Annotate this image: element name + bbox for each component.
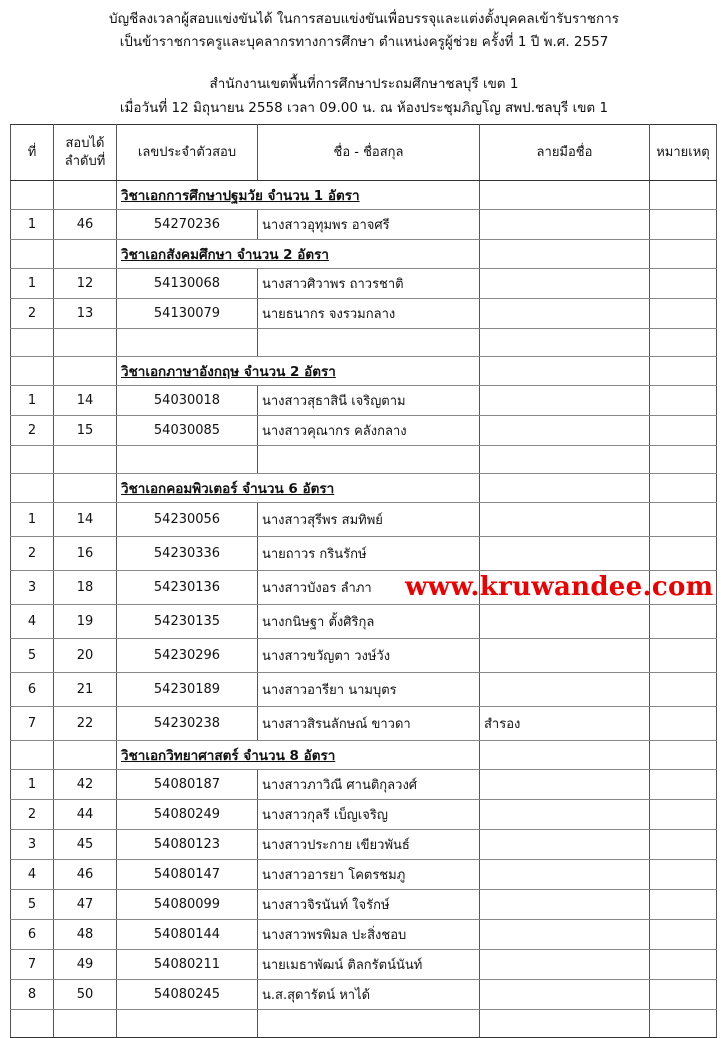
row-exam-id: 54130079	[117, 299, 258, 329]
row-remark	[650, 269, 717, 299]
row-signature	[480, 920, 650, 950]
table-header-row	[11, 125, 717, 181]
row-signature	[480, 299, 650, 329]
row-signature	[480, 386, 650, 416]
empty-cell	[258, 446, 480, 474]
row-remark	[650, 386, 717, 416]
table-row	[11, 890, 717, 920]
empty-cell	[11, 329, 54, 357]
row-remark	[650, 770, 717, 800]
row-remark	[650, 503, 717, 537]
empty-cell	[54, 474, 117, 503]
empty-cell	[117, 329, 258, 357]
empty-cell	[650, 446, 717, 474]
table-row	[11, 830, 717, 860]
row-exam-id: 54080123	[117, 830, 258, 860]
row-number: 1	[11, 386, 54, 416]
row-name: นายเมธาพัฒน์ ติลกรัตน์นันท์	[258, 950, 480, 980]
empty-cell	[480, 446, 650, 474]
empty-cell	[54, 741, 117, 770]
row-name: นายธนากร จงรวมกลาง	[258, 299, 480, 329]
row-name: นางกนิษฐา ตั้งศิริกุล	[258, 605, 480, 639]
row-name: น.ส.สุดารัตน์ หาได้	[258, 980, 480, 1010]
section-header-row	[11, 357, 717, 386]
header-line-3: สำนักงานเขตพื้นที่การศึกษาประถมศึกษาชลบุรี เขต 1	[209, 76, 519, 92]
row-rank: 12	[54, 269, 117, 299]
empty-cell	[54, 446, 117, 474]
empty-cell	[480, 329, 650, 357]
row-rank: 18	[54, 571, 117, 605]
section-header-row	[11, 741, 717, 770]
row-signature	[480, 770, 650, 800]
row-remark	[650, 890, 717, 920]
row-rank: 46	[54, 860, 117, 890]
row-name: นางสาวสุธาสินี เจริญตาม	[258, 386, 480, 416]
spacer-row	[11, 446, 717, 474]
row-signature	[480, 503, 650, 537]
row-number: 2	[11, 800, 54, 830]
empty-cell	[480, 357, 650, 386]
row-remark	[650, 210, 717, 240]
row-name: นางสาวสิรนลักษณ์ ขาวดา	[258, 707, 480, 741]
row-name: นางสาวอุทุมพร อาจศรี	[258, 210, 480, 240]
row-exam-id: 54230238	[117, 707, 258, 741]
watermark-url: www.kruwandee.com	[405, 572, 714, 602]
row-remark	[650, 299, 717, 329]
row-exam-id: 54080147	[117, 860, 258, 890]
row-number: 2	[11, 299, 54, 329]
spacer-row	[11, 1010, 717, 1038]
row-rank: 44	[54, 800, 117, 830]
row-rank: 50	[54, 980, 117, 1010]
table-row	[11, 707, 717, 741]
empty-cell	[258, 329, 480, 357]
row-remark	[650, 673, 717, 707]
row-signature	[480, 210, 650, 240]
table-row	[11, 269, 717, 299]
row-name: นางสาวศิวาพร ถาวรชาติ	[258, 269, 480, 299]
section-title-cell	[117, 474, 480, 503]
section-header-row	[11, 181, 717, 210]
table-row	[11, 210, 717, 240]
row-number: 1	[11, 770, 54, 800]
row-rank: 42	[54, 770, 117, 800]
row-name: นางสาวกุลรี เบ็ญเจริญ	[258, 800, 480, 830]
section-header-row	[11, 474, 717, 503]
table-row	[11, 605, 717, 639]
row-rank: 46	[54, 210, 117, 240]
row-exam-id: 54080144	[117, 920, 258, 950]
row-rank: 22	[54, 707, 117, 741]
empty-cell	[650, 357, 717, 386]
row-name: นางสาวบังอร ลำภา	[258, 571, 480, 605]
empty-cell	[650, 1010, 717, 1038]
col-header-rank	[54, 125, 117, 181]
row-exam-id: 54030085	[117, 416, 258, 446]
empty-cell	[11, 357, 54, 386]
row-name: นางสาวภาวิณี ศานติกุลวงศ์	[258, 770, 480, 800]
section-title: วิชาเอกวิทยาศาสตร์ จำนวน 8 อัตรา	[121, 748, 336, 764]
table-row	[11, 639, 717, 673]
row-exam-id: 54080187	[117, 770, 258, 800]
row-exam-id: 54230296	[117, 639, 258, 673]
row-number: 1	[11, 503, 54, 537]
col-header-remark: หมายเหตุ	[650, 125, 717, 181]
row-signature	[480, 673, 650, 707]
empty-cell	[11, 181, 54, 210]
row-number: 1	[11, 269, 54, 299]
empty-cell	[54, 240, 117, 269]
row-signature	[480, 605, 650, 639]
row-remark	[650, 920, 717, 950]
row-rank: 16	[54, 537, 117, 571]
empty-cell	[11, 240, 54, 269]
empty-cell	[54, 357, 117, 386]
empty-cell	[480, 1010, 650, 1038]
row-signature	[480, 950, 650, 980]
section-title: วิชาเอกคอมพิวเตอร์ จำนวน 6 อัตรา	[121, 481, 335, 497]
empty-cell	[480, 240, 650, 269]
section-title: วิชาเอกการศึกษาปฐมวัย จำนวน 1 อัตรา	[121, 188, 360, 204]
row-number: 8	[11, 980, 54, 1010]
row-rank: 47	[54, 890, 117, 920]
row-rank: 14	[54, 503, 117, 537]
empty-cell	[650, 240, 717, 269]
row-signature	[480, 416, 650, 446]
empty-cell	[258, 1010, 480, 1038]
table-row	[11, 503, 717, 537]
row-number: 5	[11, 890, 54, 920]
row-name: นางสาวคุณากร คลังกลาง	[258, 416, 480, 446]
row-number: 4	[11, 860, 54, 890]
row-remark	[650, 950, 717, 980]
row-name: นางสาวขวัญตา วงษ์วัง	[258, 639, 480, 673]
table-row	[11, 673, 717, 707]
section-title-cell	[117, 240, 480, 269]
row-exam-id: 54080249	[117, 800, 258, 830]
row-rank: 20	[54, 639, 117, 673]
row-number: 2	[11, 537, 54, 571]
section-header-row	[11, 240, 717, 269]
row-signature: สำรอง	[480, 707, 650, 741]
row-signature	[480, 860, 650, 890]
row-signature	[480, 639, 650, 673]
row-exam-id: 54230135	[117, 605, 258, 639]
table-row	[11, 299, 717, 329]
row-name: นางสาวสุรีพร สมทิพย์	[258, 503, 480, 537]
row-name: นางสาวอารยา โคตรชมภู	[258, 860, 480, 890]
section-title: วิชาเอกภาษาอังกฤษ จำนวน 2 อัตรา	[121, 364, 336, 380]
empty-cell	[11, 474, 54, 503]
section-title-cell	[117, 181, 480, 210]
row-exam-id: 54230136	[117, 571, 258, 605]
row-exam-id: 54080211	[117, 950, 258, 980]
empty-cell	[11, 446, 54, 474]
row-signature	[480, 537, 650, 571]
row-rank: 19	[54, 605, 117, 639]
row-rank: 21	[54, 673, 117, 707]
row-remark	[650, 639, 717, 673]
row-remark	[650, 830, 717, 860]
table-row	[11, 386, 717, 416]
table-row	[11, 950, 717, 980]
row-name: นางสาวประกาย เขียวพันธ์	[258, 830, 480, 860]
row-remark	[650, 980, 717, 1010]
empty-cell	[11, 741, 54, 770]
empty-cell	[11, 1010, 54, 1038]
row-number: 3	[11, 830, 54, 860]
row-rank: 13	[54, 299, 117, 329]
col-header-name: ชื่อ - ชื่อสกุล	[258, 125, 480, 181]
section-title: วิชาเอกสังคมศึกษา จำนวน 2 อัตรา	[121, 247, 329, 263]
row-exam-id: 54230056	[117, 503, 258, 537]
table-row	[11, 416, 717, 446]
row-rank: 14	[54, 386, 117, 416]
row-exam-id: 54270236	[117, 210, 258, 240]
row-exam-id: 54080245	[117, 980, 258, 1010]
empty-cell	[650, 474, 717, 503]
empty-cell	[650, 741, 717, 770]
empty-cell	[480, 741, 650, 770]
col-header-signature: ลายมือชื่อ	[480, 125, 650, 181]
table-row	[11, 800, 717, 830]
row-rank: 15	[54, 416, 117, 446]
table-row	[11, 770, 717, 800]
col-header-rank-line2: ลำดับที่	[64, 153, 106, 169]
row-number: 3	[11, 571, 54, 605]
row-remark	[650, 605, 717, 639]
row-number: 1	[11, 210, 54, 240]
row-number: 7	[11, 707, 54, 741]
row-name: นายถาวร กรินรักษ์	[258, 537, 480, 571]
row-signature	[480, 830, 650, 860]
header-line-4: เมื่อวันที่ 12 มิถุนายน 2558 เวลา 09.00 น. ณ ห้องประชุมภิญโญ สพป.ชลบุรี เขต 1	[119, 100, 609, 116]
row-signature	[480, 269, 650, 299]
row-remark	[650, 537, 717, 571]
row-number: 7	[11, 950, 54, 980]
table-row	[11, 860, 717, 890]
header-line-1: บัญชีลงเวลาผู้สอบแข่งขันได้ ในการสอบแข่งขันเพื่อบรรจุและแต่งตั้งบุคคลเข้ารับราชการ	[109, 11, 619, 27]
row-remark	[650, 416, 717, 446]
row-signature	[480, 800, 650, 830]
table-body	[11, 181, 717, 1038]
empty-cell	[480, 181, 650, 210]
row-rank: 45	[54, 830, 117, 860]
row-remark	[650, 707, 717, 741]
empty-cell	[54, 1010, 117, 1038]
row-remark	[650, 860, 717, 890]
row-name: นางสาวพรพิมล ปะสิ่งชอบ	[258, 920, 480, 950]
row-number: 4	[11, 605, 54, 639]
row-exam-id: 54080099	[117, 890, 258, 920]
row-remark	[650, 800, 717, 830]
col-header-no: ที่	[11, 125, 54, 181]
section-title-cell	[117, 357, 480, 386]
empty-cell	[650, 181, 717, 210]
empty-cell	[54, 181, 117, 210]
empty-cell	[650, 329, 717, 357]
row-number: 6	[11, 673, 54, 707]
row-exam-id: 54030018	[117, 386, 258, 416]
row-number: 6	[11, 920, 54, 950]
row-number: 2	[11, 416, 54, 446]
row-signature	[480, 980, 650, 1010]
row-exam-id: 54130068	[117, 269, 258, 299]
col-header-exam-id: เลขประจำตัวสอบ	[117, 125, 258, 181]
row-exam-id: 54230189	[117, 673, 258, 707]
row-rank: 48	[54, 920, 117, 950]
empty-cell	[54, 329, 117, 357]
row-rank: 49	[54, 950, 117, 980]
spacer-row	[11, 329, 717, 357]
section-title-cell	[117, 741, 480, 770]
table-row	[11, 920, 717, 950]
table-row	[11, 980, 717, 1010]
row-number: 5	[11, 639, 54, 673]
table-row	[11, 537, 717, 571]
empty-cell	[480, 474, 650, 503]
row-exam-id: 54230336	[117, 537, 258, 571]
header-line-2: เป็นข้าราชการครูและบุคลากรทางการศึกษา ตำแหน่งครูผู้ช่วย ครั้งที่ 1 ปี พ.ศ. 2557	[119, 34, 609, 50]
col-header-rank-line1: สอบได้	[65, 135, 105, 151]
empty-cell	[117, 446, 258, 474]
row-name: นางสาวอารียา นามบุตร	[258, 673, 480, 707]
empty-cell	[117, 1010, 258, 1038]
row-signature	[480, 890, 650, 920]
row-name: นางสาวจิรนันท์ ใจรักษ์	[258, 890, 480, 920]
